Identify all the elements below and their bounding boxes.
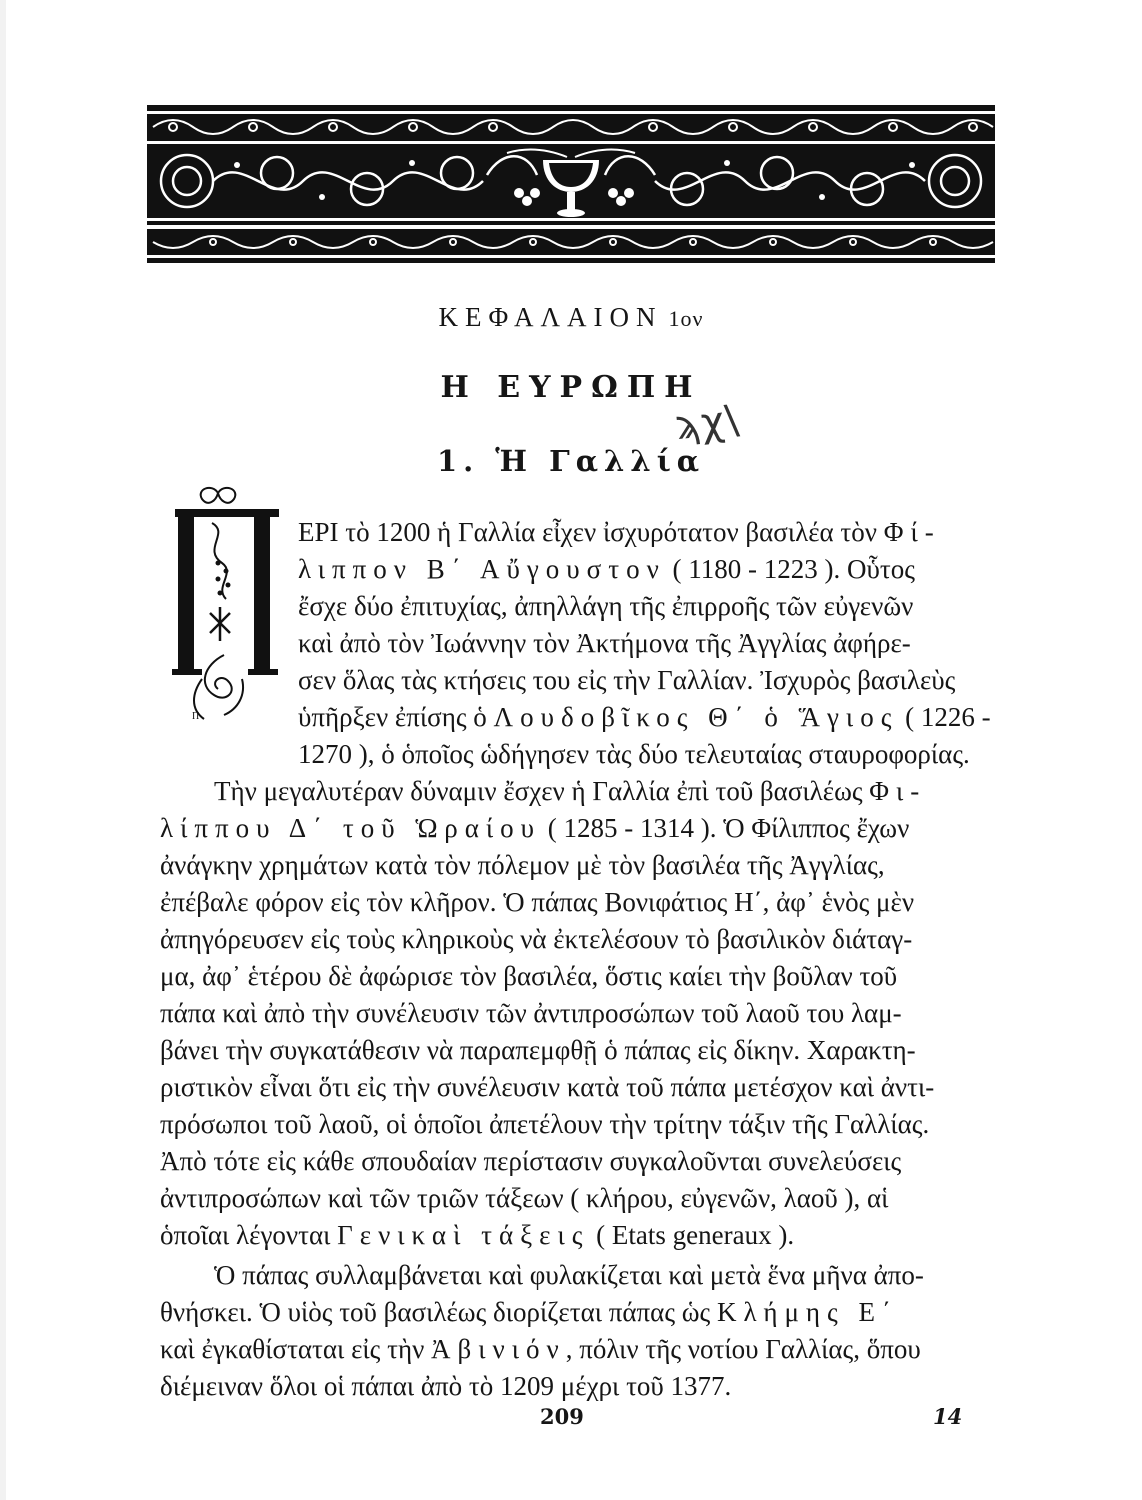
body-line-20 xyxy=(160,1218,794,1252)
page-edge xyxy=(0,0,6,1500)
body-line-1 xyxy=(298,515,941,549)
body-line-23 xyxy=(160,1332,921,1366)
body-line-14: πάπα καὶ ἀπὸ τὴν συνέλευσιν τῶν ἀντιπροσώπων τοῦ λαοῦ του λαμ- xyxy=(160,998,902,1028)
body-line-11: ἐπέβαλε φόρον εἰς τὸν κλῆρον. Ὁ πάπας Βονιφάτιος Η΄, ἀφ᾽ ἑνὸς μὲν xyxy=(160,887,915,917)
body-text: , πόλιν τῆς νοτίου Γαλλίας, ὅπου xyxy=(565,1334,921,1364)
body-text: ( Etats generaux ). xyxy=(589,1220,795,1250)
body-text: θνήσκει. Ὁ υἱὸς τοῦ βασιλέως διορίζεται πάπας ὡς xyxy=(160,1297,717,1327)
body-text: ὁποῖαι λέγονται xyxy=(160,1220,338,1250)
body-line-22 xyxy=(160,1295,898,1329)
body-line-16: ριστικὸν εἶναι ὅτι εἰς τὴν συνέλευσιν κατὰ τοῦ πάπα μετέσχον καὶ ἀντι- xyxy=(160,1072,935,1102)
body-line-3: ἔσχε δύο ἐπιτυχίας, ἀπηλλάγη τῆς ἐπιρροῆς τῶν εὐγενῶν xyxy=(298,591,914,621)
body-line-4: καὶ ἀπὸ τὸν Ἰωάννην τὸν Ἀκτήμονα τῆς Ἀγγλίας ἀφήρε- xyxy=(298,628,911,658)
signature-mark: 14 xyxy=(933,1404,963,1429)
body-text-spaced: Φί- xyxy=(883,517,941,547)
body-text-spaced: Λουδοβῖκος Θ΄ ὁ Ἅγιος xyxy=(493,702,899,732)
section-title: 1. Ἡ Γαλλία xyxy=(436,444,706,478)
body-text: ( 1285 - 1314 ). Ὁ Φίλιππος ἔχων xyxy=(541,813,910,843)
decorative-dropcap xyxy=(172,483,282,723)
chapter-label xyxy=(0,302,1142,333)
body-line-6 xyxy=(298,700,991,734)
body-text: καὶ ἐγκαθίσταται εἰς τὴν xyxy=(160,1334,432,1364)
body-text: ὑπῆρξεν ἐπίσης ὁ xyxy=(298,702,494,732)
body-line-10: ἀνάγκην χρημάτων κατὰ τὸν πόλεμον μὲ τὸν βασιλέα τῆς Ἀγγλίας, xyxy=(160,850,885,880)
body-line-8 xyxy=(214,774,926,808)
body-text-spaced: Κλήμης Ε΄ xyxy=(716,1297,898,1327)
body-text-spaced: λιππον Β΄ Αὔγουστον xyxy=(298,554,666,584)
body-text-spaced: Γενικαὶ τάξεις xyxy=(337,1220,590,1250)
body-text: Τὴν μεγαλυτέραν δύναμιν ἔσχεν ἡ Γαλλία ἐπὶ τοῦ βασιλέως xyxy=(214,776,870,806)
page-number: 209 xyxy=(540,1404,584,1429)
body-text-spaced: Ἀβινιόν xyxy=(431,1334,566,1364)
body-text-spaced: Φι- xyxy=(869,776,927,806)
chapter-number: 1ον xyxy=(668,306,704,331)
body-line-13: μα, ἀφ᾽ ἑτέρου δὲ ἀφώρισε τὸν βασιλέα, ὅστις καίει τὴν βοῦλαν τοῦ xyxy=(160,961,898,991)
dropcap-letter: Π xyxy=(192,711,200,722)
body-line-19: ἀντιπροσώπων καὶ τῶν τριῶν τάξεων ( κλήρου, εὐγενῶν, λαοῦ ), αἱ xyxy=(160,1183,889,1213)
body-line-15: βάνει τὴν συγκατάθεσιν νὰ παραπεμφθῇ ὁ πάπας εἰς δίκην. Χαρακτη- xyxy=(160,1035,916,1065)
body-line-24: διέμειναν ὅλοι οἱ πάπαι ἀπὸ τὸ 1209 μέχρι τοῦ 1377. xyxy=(160,1371,732,1401)
body-line-7: 1270 ), ὁ ὁποῖος ὡδήγησεν τὰς δύο τελευταίας σταυροφορίας. xyxy=(298,739,970,769)
ornamental-header-banner xyxy=(147,105,995,265)
body-text: ( 1180 - 1223 ). Οὗτος xyxy=(665,554,915,584)
body-line-5: σεν ὅλας τὰς κτήσεις του εἰς τὴν Γαλλίαν. Ἰσχυρὸς βασιλεὺς xyxy=(298,665,956,695)
body-text: ( 1226 - xyxy=(898,702,991,732)
handwritten-annotation: ϡχ\ xyxy=(672,396,742,450)
body-line-18: Ἀπὸ τότε εἰς κάθε σπουδαίαν περίστασιν συγκαλοῦνται συνελεύσεις xyxy=(160,1146,902,1176)
body-line-21: Ὁ πάπας συλλαμβάνεται καὶ φυλακίζεται καὶ μετὰ ἕνα μῆνα ἀπο- xyxy=(214,1260,924,1290)
body-line-9 xyxy=(160,811,909,845)
dropcap-letter-icon xyxy=(172,483,282,723)
body-line-2 xyxy=(298,552,915,586)
body-line-17: πρόσωποι τοῦ λαοῦ, οἱ ὁποῖοι ἀπετέλουν τὴν τρίτην τάξιν τῆς Γαλλίας. xyxy=(160,1109,930,1139)
body-line-12: ἀπηγόρευσεν εἰς τοὺς κληρικοὺς νὰ ἐκτελέσουν τὸ βασιλικὸν διάταγ- xyxy=(160,924,913,954)
chapter-word: ΚΕΦΑΛΑΙΟΝ xyxy=(438,302,663,332)
banner-ornament-icon xyxy=(147,105,995,265)
page-title: Η ΕΥΡΩΠΗ xyxy=(440,370,702,405)
body-text-spaced: λίππου Δ΄ τοῦ Ὡραίου xyxy=(160,813,541,843)
body-text: ΕΡΙ τὸ 1200 ἡ Γαλλία εἶχεν ἰσχυρότατον βασιλέα τὸν xyxy=(298,517,884,547)
